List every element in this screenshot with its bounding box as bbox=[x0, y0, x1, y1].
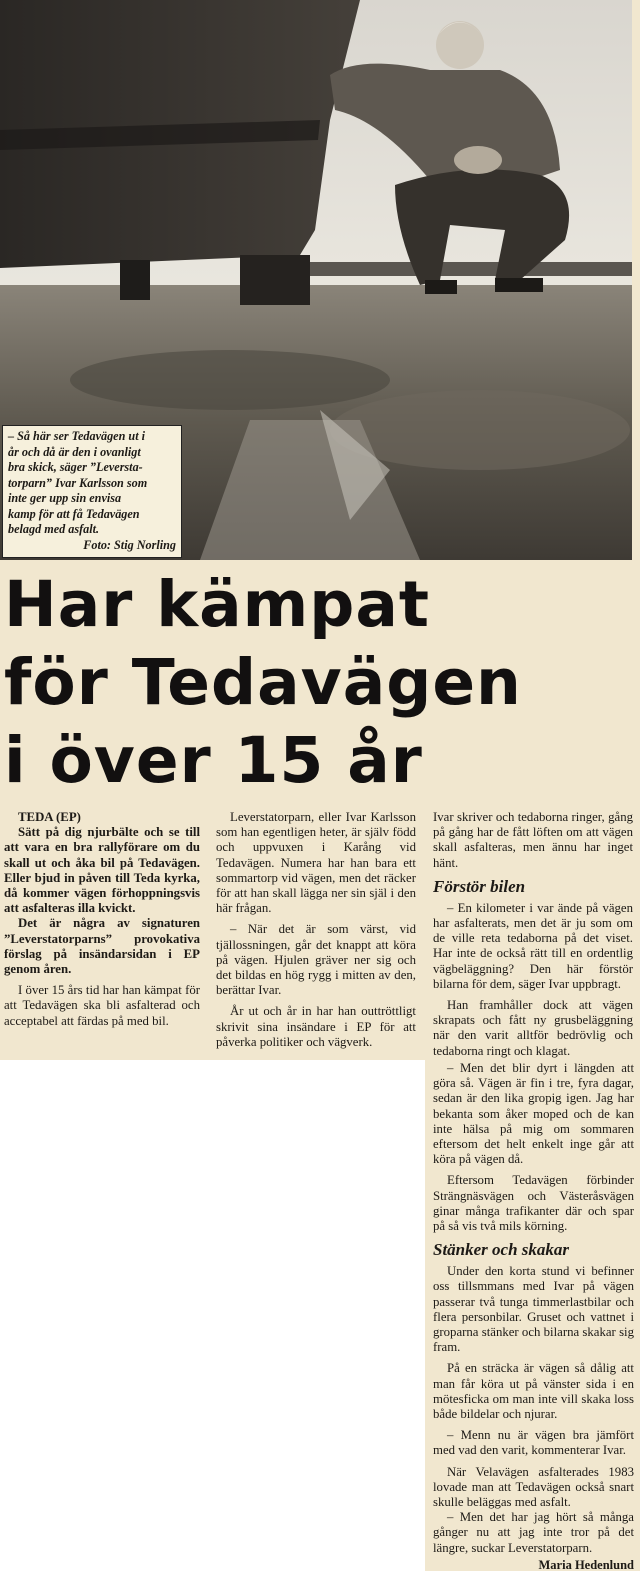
body-paragraph: – En kilometer i var ände på vägen har asfalterats, men det är ju som om de ville reta tedaborna på det viset. Har inte de också rätt till en ordentlig vägbeläggning? Den här förstör bilarna för dem, säger Ivar uppbragt. bbox=[433, 900, 633, 991]
photo-caption bbox=[2, 425, 182, 558]
body-paragraph: Han framhåller dock att vägen skrapats och fått ny grusbeläggning när den varit alltför bedrövlig och tedaborna ringt och klagat. bbox=[433, 998, 633, 1058]
headline-line-3: i över 15 år bbox=[4, 724, 423, 797]
article-column-3 bbox=[433, 810, 633, 1059]
caption-line: bra skick, säger ”Leversta- bbox=[8, 460, 143, 474]
newspaper-clipping-continuation bbox=[425, 1058, 640, 1571]
caption-line: torparn” Ivar Karlsson som bbox=[8, 475, 148, 490]
body-paragraph: – Men det blir dyrt i längden att göra så. Vägen är fin i tre, fyra dagar, sedan är den lika gropig igen. Jag har bekanta som åker moped och de kan inte hälsa på mig om sommaren eftersom det helt enkelt inge går att köra på vägen då. bbox=[433, 1061, 634, 1167]
caption-line: inte ger upp sin envisa bbox=[8, 491, 122, 505]
subheading: Stänker och skakar bbox=[433, 1240, 570, 1260]
body-paragraph: Ivar skriver och tedaborna ringer, gång på gång har de fått löften om att vägen skall asfalteras, men ännu har inget hänt. bbox=[433, 810, 633, 870]
body-paragraph: Eftersom Tedavägen förbinder Strängnäsvägen och Västeråsvägen ginar många trafikanter där och spar på så vis två mils körning. bbox=[433, 1173, 634, 1234]
body-paragraph: På en sträcka är vägen så dålig att man får köra ut på vänster sida i en mötesficka om man inte vill skaka loss både bildelar och njurar. bbox=[433, 1361, 634, 1422]
body-paragraph: År ut och år in har han outtröttligt skrivit sina insändare i EP för att påverka politiker och vägverk. bbox=[216, 1004, 416, 1049]
body-paragraph: När Velavägen asfalterades 1983 lovade man att Tedavägen också snart skulle beläggas med asfalt. bbox=[433, 1464, 634, 1510]
byline: Maria Hedenlund bbox=[538, 1557, 634, 1572]
article-column-2 bbox=[216, 810, 416, 1050]
caption-line: belagd med asfalt. bbox=[8, 522, 100, 536]
lead-paragraph: Det är några av signaturen ”Leverstatorparns” provokativa förslag på insändarsidan i EP genom åren. bbox=[4, 916, 200, 977]
caption-line: år och då är den i ovanligt bbox=[8, 444, 141, 459]
article-column-1 bbox=[4, 810, 200, 1029]
dateline: TEDA (EP) bbox=[18, 810, 81, 824]
body-paragraph: – När det är som värst, vid tjällossningen, går det knappt att köra på vägen. Hjulen gräver ner sig och det bildas en hög rygg i mitten av den, berättar Ivar. bbox=[216, 922, 416, 998]
lead-paragraph: Sätt på dig njurbälte och se till att vara en bra rallyförare om du skall ut och åka bil på Tedavägen. Eller bjud in påven till Teda kyrka, då kommer vägen förhoppningsvis att asfalteras illa kvickt. bbox=[4, 825, 200, 916]
caption-line: kamp för att få Tedavägen bbox=[8, 506, 140, 521]
headline-line-2: för Tedavägen bbox=[4, 646, 522, 719]
photo-credit: Foto: Stig Norling bbox=[83, 537, 176, 552]
article-column-3-continued bbox=[433, 1061, 634, 1573]
body-paragraph: – Men det har jag hört så många gånger nu att jag inte tror på det längre, suckar Leverstatorparn. bbox=[433, 1510, 634, 1555]
caption-line: – Så här ser Tedavägen ut i bbox=[8, 429, 146, 443]
body-paragraph: I över 15 års tid har han kämpat för att Tedavägen ska bli asfalterad och acceptabel att färdas på med bil. bbox=[4, 983, 200, 1028]
subheading: Förstör bilen bbox=[433, 876, 526, 896]
body-paragraph: – Menn nu är vägen bra jämfört med vad den varit, kommenterar Ivar. bbox=[433, 1428, 634, 1458]
body-paragraph: Leverstatorparn, eller Ivar Karlsson som han egentligen heter, är själv född och uppvuxen i Karång vid Tedavägen. Numera har han bara ett sommartorp vid vägen, men det räcker för att han skall lägga ner sin själ i den här frågan. bbox=[216, 810, 416, 916]
headline-line-1: Har kämpat bbox=[4, 568, 431, 641]
headline bbox=[4, 566, 636, 800]
body-paragraph: Under den korta stund vi befinner oss tillsmmans med Ivar på vägen passerar två tunga timmerlastbilar och flera personbilar. Gruset och vattnet i groparna stänker och bilarna skakar sig fram. bbox=[433, 1264, 634, 1355]
